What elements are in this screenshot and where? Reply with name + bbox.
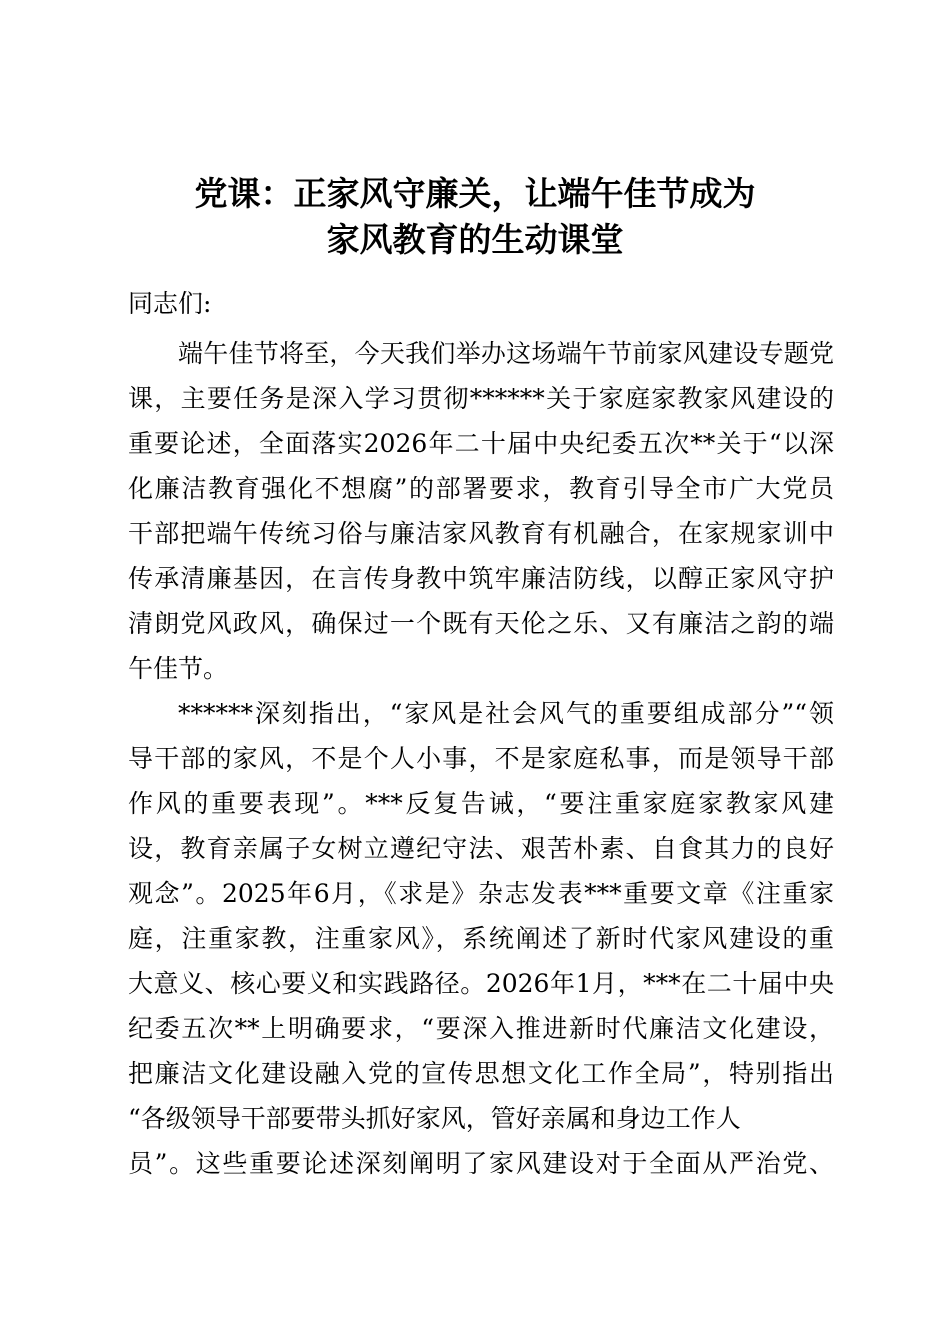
paragraph-2-line: “各级领导干部要带头抓好家风，管好亲属和身边工作人 [128,1104,741,1133]
salutation: 同志们: [128,289,212,318]
paragraph-1-line: 干部把端午传统习俗与廉洁家风教育有机融合，在家规家训中 [128,519,834,548]
paragraph-2-line: 导干部的家风，不是个人小事，不是家庭私事，而是领导干部 [128,744,834,773]
paragraph-1-line: 午佳节。 [128,654,229,683]
paragraph-1-line: 传承清廉基因，在言传身教中筑牢廉洁防线，以醇正家风守护 [128,564,834,593]
paragraph-2-line: 把廉洁文化建设融入党的宣传思想文化工作全局”，特别指出 [128,1059,834,1088]
paragraph-2-line: 大意义、核心要义和实践路径。2026年1月，***在二十届中央 [128,969,834,998]
paragraph-2-line: 作风的重要表现”。***反复告诫，“要注重家庭家教家风建 [128,789,834,818]
paragraph-2-line: 员”。这些重要论述深刻阐明了家风建设对于全面从严治党、 [128,1149,834,1178]
document-title-line-1: 党课：正家风守廉关，让端午佳节成为 [194,174,756,213]
paragraph-1-line: 化廉洁教育强化不想腐”的部署要求，教育引导全市广大党员 [128,474,834,503]
paragraph-1-line: 重要论述，全面落实2026年二十届中央纪委五次**关于“以深 [128,429,834,458]
paragraph-1-line: 清朗党风政风，确保过一个既有天伦之乐、又有廉洁之韵的端 [128,609,834,638]
paragraph-2-line: 纪委五次**上明确要求，“要深入推进新时代廉洁文化建设， [128,1014,834,1043]
paragraph-2-line: ******深刻指出，“家风是社会风气的重要组成部分”“领 [178,699,834,728]
paragraph-1-line: 课，主要任务是深入学习贯彻******关于家庭家教家风建设的 [128,384,834,413]
paragraph-2-line: 设，教育亲属子女树立遵纪守法、艰苦朴素、自食其力的良好 [128,834,834,863]
paragraph-1-line: 端午佳节将至，今天我们举办这场端午节前家风建设专题党 [178,339,834,368]
document-title-line-2: 家风教育的生动课堂 [326,220,624,259]
paragraph-2-line: 观念”。2025年6月，《求是》杂志发表***重要文章《注重家 [128,879,834,908]
paragraph-2-line: 庭，注重家教，注重家风》，系统阐述了新时代家风建设的重 [128,924,834,953]
